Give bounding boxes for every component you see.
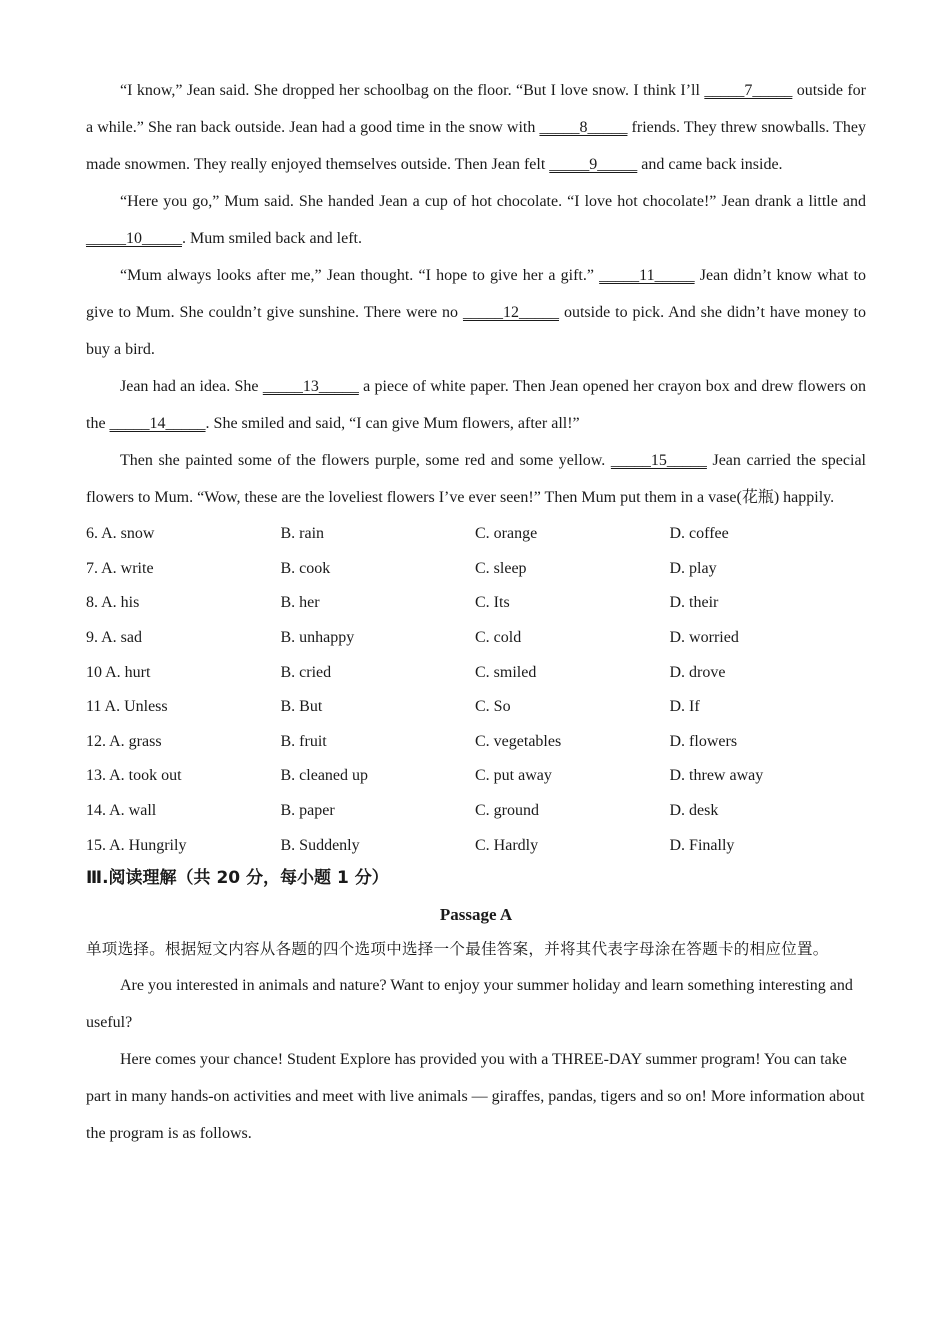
- option-a: 15. A. Hungrily: [86, 836, 187, 854]
- question-row: [86, 586, 866, 621]
- passage-paragraph: [86, 368, 866, 442]
- option-b: B. unhappy: [280, 629, 355, 647]
- option-c: C. cold: [475, 629, 522, 647]
- option-b: B. fruit: [280, 732, 327, 750]
- option-d: D. Finally: [669, 836, 735, 854]
- option-b: B. cried: [280, 663, 332, 681]
- option-a: 7. A. write: [86, 559, 154, 577]
- option-b: B. cleaned up: [280, 767, 369, 785]
- option-d: D. flowers: [669, 732, 738, 750]
- option-b: B. her: [280, 594, 320, 612]
- option-c: C. smiled: [475, 663, 537, 681]
- option-b: B. paper: [280, 802, 335, 820]
- option-d: D. threw away: [669, 767, 764, 785]
- option-b: B. But: [280, 698, 323, 716]
- passage-paragraph: [86, 72, 866, 183]
- passage-text: outside to pick. And she didn’t have money to buy a bird.: [86, 304, 866, 358]
- exam-page: [86, 72, 866, 1152]
- answer-blank: _____12_____: [462, 304, 559, 321]
- answer-blank: _____14_____: [109, 415, 206, 432]
- passage-text: a piece of white paper. Then Jean opened her crayon box and drew flowers on the: [86, 378, 867, 432]
- option-b: B. cook: [280, 559, 331, 577]
- option-a: 11 A. Unless: [86, 698, 168, 716]
- option-c: C. vegetables: [475, 732, 562, 750]
- passage-text: outside for a while.” She ran back outside. Jean had a good time in the snow with: [86, 82, 866, 136]
- answer-options: [86, 517, 866, 863]
- answer-blank: _____11_____: [599, 267, 695, 284]
- option-a: 13. A. took out: [86, 767, 182, 785]
- option-d: D. drove: [669, 663, 726, 681]
- passage-text: “I know,” Jean said. She dropped her schoolbag on the floor. “But I love snow. I think I’ll: [120, 82, 705, 99]
- option-d: D. play: [669, 559, 717, 577]
- option-c: C. sleep: [475, 559, 527, 577]
- option-c: C. So: [475, 698, 511, 716]
- question-row: [86, 828, 866, 863]
- section-heading: Ⅲ.阅读理解（共 20 分，每小题 1 分）: [86, 867, 389, 888]
- option-c: C. orange: [475, 525, 538, 543]
- passage-text: . Mum smiled back and left.: [182, 230, 362, 247]
- passage-text: friends. They threw snowballs. They made snowmen. They really enjoyed themselves outside. Then Jean felt: [86, 119, 867, 173]
- reading-paragraph: Are you interested in animals and nature? Want to enjoy your summer holiday and learn something interesting and useful?: [86, 976, 853, 1031]
- question-row: [86, 725, 866, 760]
- passage-text: Jean didn’t know what to give to Mum. She couldn’t give sunshine. There were no: [86, 267, 866, 321]
- passage-text: Then she painted some of the flowers purple, some red and some yellow.: [120, 452, 611, 469]
- option-b: B. rain: [280, 525, 325, 543]
- instruction-text: 单项选择。根据短文内容从各题的四个选项中选择一个最佳答案，并将其代表字母涂在答题卡的相应位置。: [86, 940, 829, 958]
- option-d: D. If: [669, 698, 700, 716]
- passage-text: “Here you go,” Mum said. She handed Jean a cup of hot chocolate. “I love hot chocolate!” Jean drank a little and: [120, 193, 866, 210]
- passage-title: Passage A: [439, 904, 513, 924]
- answer-blank: _____13_____: [262, 378, 359, 395]
- option-d: D. coffee: [669, 525, 729, 543]
- option-a: 12. A. grass: [86, 732, 162, 750]
- option-c: C. put away: [475, 767, 552, 785]
- question-row: [86, 759, 866, 794]
- passage-text: Jean carried the special flowers to Mum. “Wow, these are the loveliest flowers I’ve ever seen!” Then Mum put them in a vase(花瓶) happily.: [86, 452, 867, 506]
- question-row: [86, 621, 866, 656]
- question-row: [86, 655, 866, 690]
- option-b: B. Suddenly: [280, 836, 360, 854]
- cloze-passage: [86, 72, 866, 516]
- answer-blank: _____8_____: [539, 119, 628, 136]
- option-d: D. desk: [669, 802, 719, 820]
- passage-text: . She smiled and said, “I can give Mum flowers, after all!”: [205, 415, 580, 432]
- passage-paragraph: [86, 183, 866, 257]
- option-c: C. Hardly: [475, 836, 539, 854]
- passage-paragraph: [86, 442, 866, 516]
- question-row: [86, 690, 866, 725]
- option-a: 6. A. snow: [86, 525, 155, 543]
- passage-text: Jean had an idea. She: [120, 378, 263, 395]
- answer-blank: _____10_____: [86, 230, 182, 247]
- option-a: 14. A. wall: [86, 802, 157, 820]
- option-d: D. their: [669, 594, 719, 612]
- option-a: 10 A. hurt: [86, 663, 151, 681]
- option-d: D. worried: [669, 629, 739, 647]
- question-row: [86, 552, 866, 587]
- answer-blank: _____9_____: [549, 156, 638, 173]
- option-a: 9. A. sad: [86, 629, 142, 647]
- option-c: C. ground: [475, 802, 539, 820]
- option-a: 8. A. his: [86, 594, 140, 612]
- passage-text: and came back inside.: [637, 156, 783, 173]
- passage-text: “Mum always looks after me,” Jean thought. “I hope to give her a gift.”: [120, 267, 600, 284]
- question-row: [86, 517, 866, 552]
- passage-paragraph: [86, 257, 866, 368]
- reading-paragraph: Here comes your chance! Student Explore has provided you with a THREE-DAY summer program! You can take part in many hands-on activities and meet with live animals — giraffes, pandas, tigers and so on! More information about the program is as follows.: [86, 1050, 865, 1142]
- answer-blank: _____15_____: [610, 452, 707, 469]
- answer-blank: _____7_____: [704, 82, 793, 99]
- option-c: C. Its: [475, 594, 510, 612]
- question-row: [86, 794, 866, 829]
